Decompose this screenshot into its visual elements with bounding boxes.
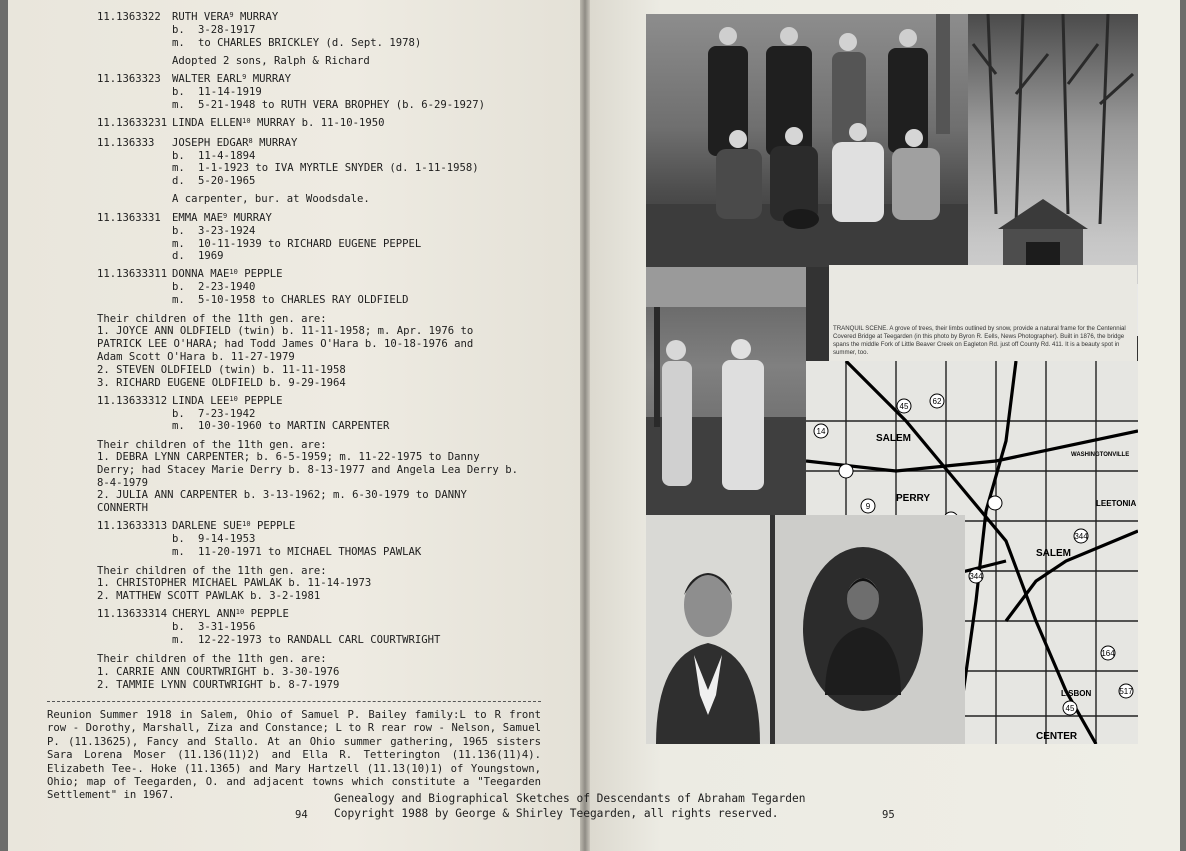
entry-id: 11.13633311 xyxy=(97,268,168,280)
entry-name: CHERYL ANN xyxy=(172,608,236,620)
event-line: m. 12-22-1973 to RANDALL CARL COURTWRIGHT xyxy=(172,634,441,646)
entry-id: 11.13633313 xyxy=(97,520,168,532)
sisters-photo xyxy=(646,267,806,515)
event-line: b. 11-14-1919 xyxy=(172,86,262,98)
svg-text:SALEM: SALEM xyxy=(1036,548,1071,559)
child-line: 3. RICHARD EUGENE OLDFIELD b. 9-29-1964 xyxy=(97,377,346,389)
svg-text:14: 14 xyxy=(816,427,826,436)
entry-id: 11.1363322 xyxy=(97,11,161,23)
entry-surname: MURRAY xyxy=(252,73,292,85)
entry-name: LINDA LEE xyxy=(172,395,230,407)
entry-id: 11.136333 xyxy=(97,137,155,149)
entry-note: Adopted 2 sons, Ralph & Richard xyxy=(172,55,370,67)
child-line: 1. DEBRA LYNN CARPENTER; b. 6-5-1959; m. 11-22-1975 to Danny xyxy=(97,451,480,463)
svg-text:LISBON: LISBON xyxy=(1061,689,1092,698)
event-line: m. 10-30-1960 to MARTIN CARPENTER xyxy=(172,420,390,432)
child-line: 1. CHRISTOPHER MICHAEL PAWLAK b. 11-14-1973 xyxy=(97,577,372,589)
child-line: 1. CARRIE ANN COURTWRIGHT b. 3-30-1976 xyxy=(97,666,340,678)
entry-note: A carpenter, bur. at Woodsdale. xyxy=(172,193,370,205)
entry-surname: MURRAY b. 11-10-1950 xyxy=(257,117,385,129)
generation-number: 8 xyxy=(248,137,253,145)
svg-text:SALEM: SALEM xyxy=(876,433,911,444)
entry-name: EMMA MAE xyxy=(172,212,224,224)
generation-number: 10 xyxy=(235,608,245,616)
photo-collage xyxy=(646,14,1138,744)
generation-number: 9 xyxy=(223,212,228,220)
footer-copyright: Copyright 1988 by George & Shirley Teegarden, all rights reserved. xyxy=(334,807,779,820)
event-line: d. 5-20-1965 xyxy=(172,175,256,187)
svg-text:517: 517 xyxy=(1119,687,1133,696)
svg-text:62: 62 xyxy=(932,397,942,406)
child-line: 8-4-1979 xyxy=(97,477,149,489)
section-divider xyxy=(47,701,541,702)
event-line: m. 5-10-1958 to CHARLES RAY OLDFIELD xyxy=(172,294,409,306)
child-line: Adam Scott O'Hara b. 11-27-1979 xyxy=(97,351,295,363)
book-gutter xyxy=(580,0,590,851)
event-line: m. 11-20-1971 to MICHAEL THOMAS PAWLAK xyxy=(172,546,422,558)
child-line: PATRICK LEE O'HARA; had Todd James O'Hara b. 10-18-1976 and xyxy=(97,338,474,350)
page-number-left: 94 xyxy=(295,809,308,821)
event-line: b. 2-23-1940 xyxy=(172,281,256,293)
svg-text:LEETONIA: LEETONIA xyxy=(1096,499,1137,508)
children-heading: Their children of the 11th gen. are: xyxy=(97,313,327,325)
event-line: b. 11-4-1894 xyxy=(172,150,256,162)
generation-number: 9 xyxy=(242,73,247,81)
svg-text:CENTER: CENTER xyxy=(1036,731,1078,742)
child-line: Derry; had Stacey Marie Derry b. 8-13-1977 and Angela Lea Derry b. xyxy=(97,464,518,476)
entry-id: 11.1363331 xyxy=(97,212,161,224)
entry-id: 11.13633231 xyxy=(97,117,168,129)
svg-text:344: 344 xyxy=(969,572,983,581)
generation-number: 10 xyxy=(229,395,238,403)
svg-text:344: 344 xyxy=(1074,532,1088,541)
entry-surname: PEPPLE xyxy=(250,608,289,620)
child-line: 2. TAMMIE LYNN COURTWRIGHT b. 8-7-1979 xyxy=(97,679,340,691)
entry-name: RUTH VERA xyxy=(172,11,230,23)
book-footer xyxy=(334,791,805,821)
entry-surname: PEPPLE xyxy=(244,395,283,407)
entry-surname: PEPPLE xyxy=(257,520,296,532)
entry-surname: MURRAY xyxy=(233,212,272,224)
portrait-woman-2 xyxy=(775,515,965,744)
generation-number: 10 xyxy=(229,268,238,276)
entry-name: DARLENE SUE xyxy=(172,520,243,532)
event-line: b. 3-28-1917 xyxy=(172,24,256,36)
photo-caption: Reunion Summer 1918 in Salem, Ohio of Samuel P. Bailey family:L to R front row - Dorothy, Marshall, Ziza and Constance; L to R rear row - Nelson, Samuel P. (11.13625), Fancy and Stallo. At an Ohio summer gathering, 1965 sisters Sara Lorena Moser (11.136(11)2) and Ella R. Tetterington (11.136(11)4). Elizabeth Tee-. Hoke (11.1365) and Mary Hartzell (11.13(10)1) of Youngstown, Ohio; map of Teegarden, O. and adjacent towns which constitute a "Teegarden Settlement" in 1967. xyxy=(47,709,541,802)
newspaper-clipping xyxy=(829,265,1137,361)
entry-surname: MURRAY xyxy=(240,11,279,23)
generation-number: 9 xyxy=(229,11,234,19)
child-line: 1. JOYCE ANN OLDFIELD (twin) b. 11-11-1958; m. Apr. 1976 to xyxy=(97,325,474,337)
footer-title: Genealogy and Biographical Sketches of Descendants of Abraham Tegarden xyxy=(334,792,806,805)
svg-text:45: 45 xyxy=(1065,704,1075,713)
entry-id: 11.13633312 xyxy=(97,395,168,407)
generation-number: 10 xyxy=(242,117,251,125)
child-line: 2. STEVEN OLDFIELD (twin) b. 11-11-1958 xyxy=(97,364,346,376)
generation-number: 10 xyxy=(242,520,251,528)
entry-id: 11.13633314 xyxy=(97,608,168,620)
family-reunion-photo xyxy=(646,14,968,267)
children-heading: Their children of the 11th gen. are: xyxy=(97,565,327,577)
svg-text:PERRY: PERRY xyxy=(896,493,931,504)
svg-text:9: 9 xyxy=(865,502,871,511)
bridge-caption-text: TRANQUIL SCENE. A grove of trees, their limbs outlined by snow, provide a natural frame for the Centennial Covered Bridge at Teegarden (in this photo by Byron R. Eells, News Photographer). Built in 1876, the bridge spans the middle Fork of Little Beaver Creek on Eagleton Rd. just off County Rd. 411. It is a beauty spot in summer, too. xyxy=(833,325,1126,356)
event-line: b. 7-23-1942 xyxy=(172,408,256,420)
event-line: m. 1-1-1923 to IVA MYRTLE SNYDER (d. 1-11-1958) xyxy=(172,162,479,174)
svg-text:WASHINGTONVILLE: WASHINGTONVILLE xyxy=(1071,452,1130,458)
event-line: m. to CHARLES BRICKLEY (d. Sept. 1978) xyxy=(172,37,422,49)
page-number-right: 95 xyxy=(882,809,895,821)
event-line: b. 3-31-1956 xyxy=(172,621,256,633)
event-line: m. 10-11-1939 to RICHARD EUGENE PEPPEL xyxy=(172,238,422,250)
entry-name: DONNA MAE xyxy=(172,268,230,280)
children-heading: Their children of the 11th gen. are: xyxy=(97,653,327,665)
children-heading: Their children of the 11th gen. are: xyxy=(97,439,327,451)
event-line: m. 5-21-1948 to RUTH VERA BROPHEY (b. 6-29-1927) xyxy=(172,99,486,111)
child-line: 2. MATTHEW SCOTT PAWLAK b. 3-2-1981 xyxy=(97,590,321,602)
child-line: CONNERTH xyxy=(97,502,149,514)
event-line: b. 3-23-1924 xyxy=(172,225,256,237)
entry-name: WALTER EARL xyxy=(172,73,243,85)
portrait-woman-1 xyxy=(646,515,770,744)
entry-name: LINDA ELLEN xyxy=(172,117,243,129)
entry-surname: PEPPLE xyxy=(244,268,283,280)
entry-id: 11.1363323 xyxy=(97,73,161,85)
entry-surname: MURRAY xyxy=(259,137,298,149)
child-line: 2. JULIA ANN CARPENTER b. 3-13-1962; m. 6-30-1979 to DANNY xyxy=(97,489,467,501)
svg-text:45: 45 xyxy=(899,402,909,411)
entry-name: JOSEPH EDGAR xyxy=(172,137,249,149)
event-line: d. 1969 xyxy=(172,250,224,262)
svg-text:164: 164 xyxy=(1101,649,1115,658)
event-line: b. 9-14-1953 xyxy=(172,533,256,545)
